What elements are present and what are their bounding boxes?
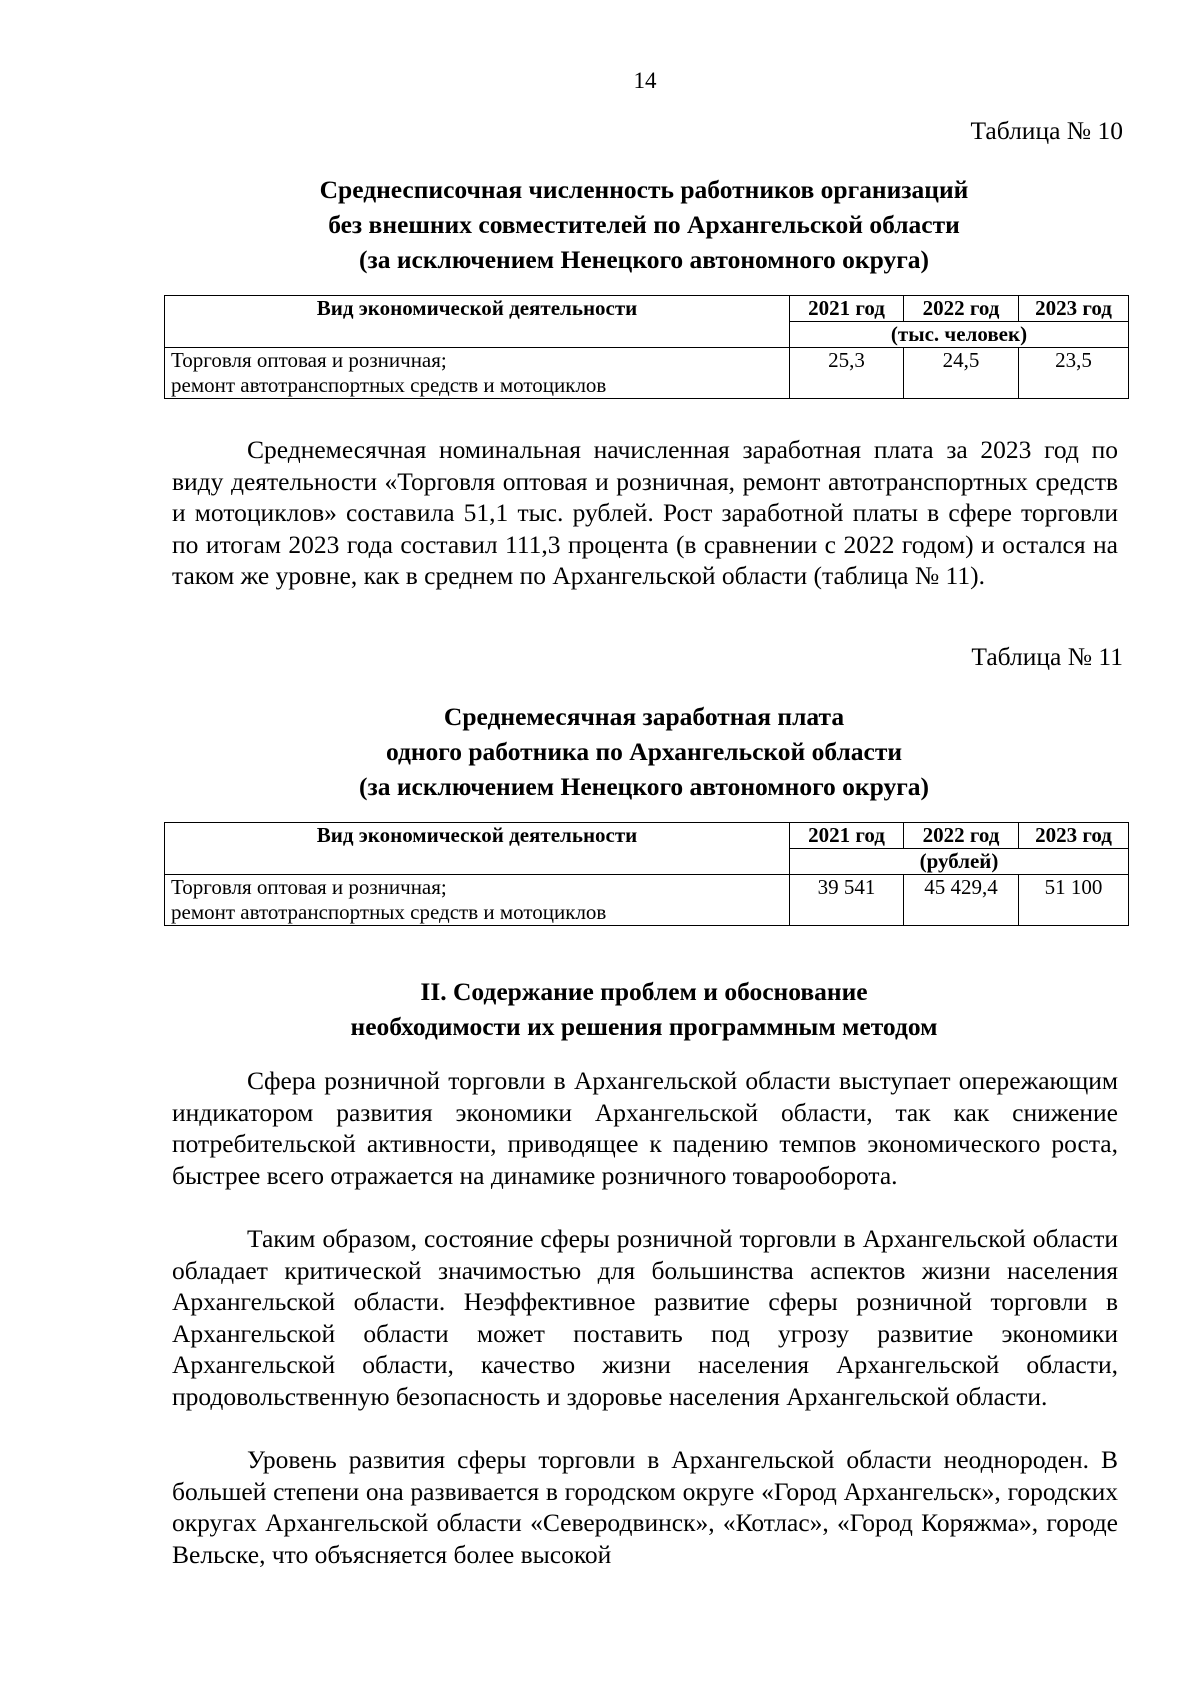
units-label: (тыс. человек) [790,322,1129,348]
activity-cell [165,348,790,399]
header-activity: Вид экономической деятельности [165,296,790,348]
table-11 [164,822,1129,926]
table-10-title-line: без внешних совместителей по Архангельской области [328,210,960,239]
value-2022: 24,5 [904,348,1019,399]
section-title-line: II. Содержание проблем и обоснование [420,977,868,1006]
paragraph-salary: Среднемесячная номинальная начисленная заработная плата за 2023 год по виду деятельности «Торговля оптовая и розничная, ремонт автотранспортных средств и мотоциклов» составила 51,1 тыс. рублей. Рост заработной платы в сфере торговли по итогам 2023 года составил 111,3 процента (в сравнении с 2022 годом) и остался на таком же уровне, как в среднем по Архангельской области (таблица № 11). [172,435,1118,591]
activity-line: ремонт автотранспортных средств и мотоциклов [171,900,607,924]
header-2022: 2022 год [904,296,1019,322]
table-10 [164,295,1129,399]
value-2021: 25,3 [790,348,904,399]
activity-cell [165,875,790,926]
header-2021: 2021 год [790,823,904,849]
section-2-title [165,974,1123,1044]
table-10-title-line: Среднесписочная численность работников организаций [319,175,969,204]
section-title-line: необходимости их решения программным методом [350,1012,938,1041]
header-2023: 2023 год [1019,823,1129,849]
header-2022: 2022 год [904,823,1019,849]
activity-line: Торговля оптовая и розничная; [171,875,447,899]
table-10-label: Таблица № 10 [970,116,1123,145]
table-11-title [165,699,1123,804]
table-11-title-line: (за исключением Ненецкого автономного округа) [358,772,930,801]
table-11-title-line: одного работника по Архангельской области [385,737,903,766]
paragraph-retail-development: Уровень развития сферы торговли в Архангельской области неоднороден. В большей степени она развивается в городском округе «Город Архангельск», городских округах Архангельской области «Северодвинск», «Котлас», «Город Коряжма», городе Вельске, что объясняется более высокой [172,1445,1118,1569]
activity-line: Торговля оптовая и розничная; [171,348,447,372]
table-row [165,875,1129,926]
table-header-row [165,296,1129,322]
value-2022: 45 429,4 [904,875,1019,926]
header-activity: Вид экономической деятельности [165,823,790,875]
header-2023: 2023 год [1019,296,1129,322]
value-2023: 23,5 [1019,348,1129,399]
paragraph-retail-significance: Таким образом, состояние сферы розничной торговли в Архангельской области обладает критической значимостью для большинства аспектов жизни населения Архангельской области. Неэффективное развитие сферы розничной торговли в Архангельской области может поставить под угрозу развитие экономики Архангельской области, качество жизни населения Архангельской области, продовольственную безопасность и здоровье населения Архангельской области. [172,1224,1118,1411]
value-2023: 51 100 [1019,875,1129,926]
value-2021: 39 541 [790,875,904,926]
table-header-row [165,823,1129,849]
table-10-title-line: (за исключением Ненецкого автономного округа) [358,245,930,274]
table-11-label: Таблица № 11 [971,642,1123,671]
header-2021: 2021 год [790,296,904,322]
table-row [165,348,1129,399]
activity-line: ремонт автотранспортных средств и мотоциклов [171,373,607,397]
table-10-title [165,172,1123,277]
units-label: (рублей) [790,849,1129,875]
paragraph-retail-indicator: Сфера розничной торговли в Архангельской области выступает опережающим индикатором развития экономики Архангельской области, так как снижение потребительской активности, приводящее к падению темпов экономического роста, быстрее всего отражается на динамике розничного товарооборота. [172,1066,1118,1190]
table-11-title-line: Среднемесячная заработная плата [443,702,845,731]
page-number: 14 [633,68,657,93]
